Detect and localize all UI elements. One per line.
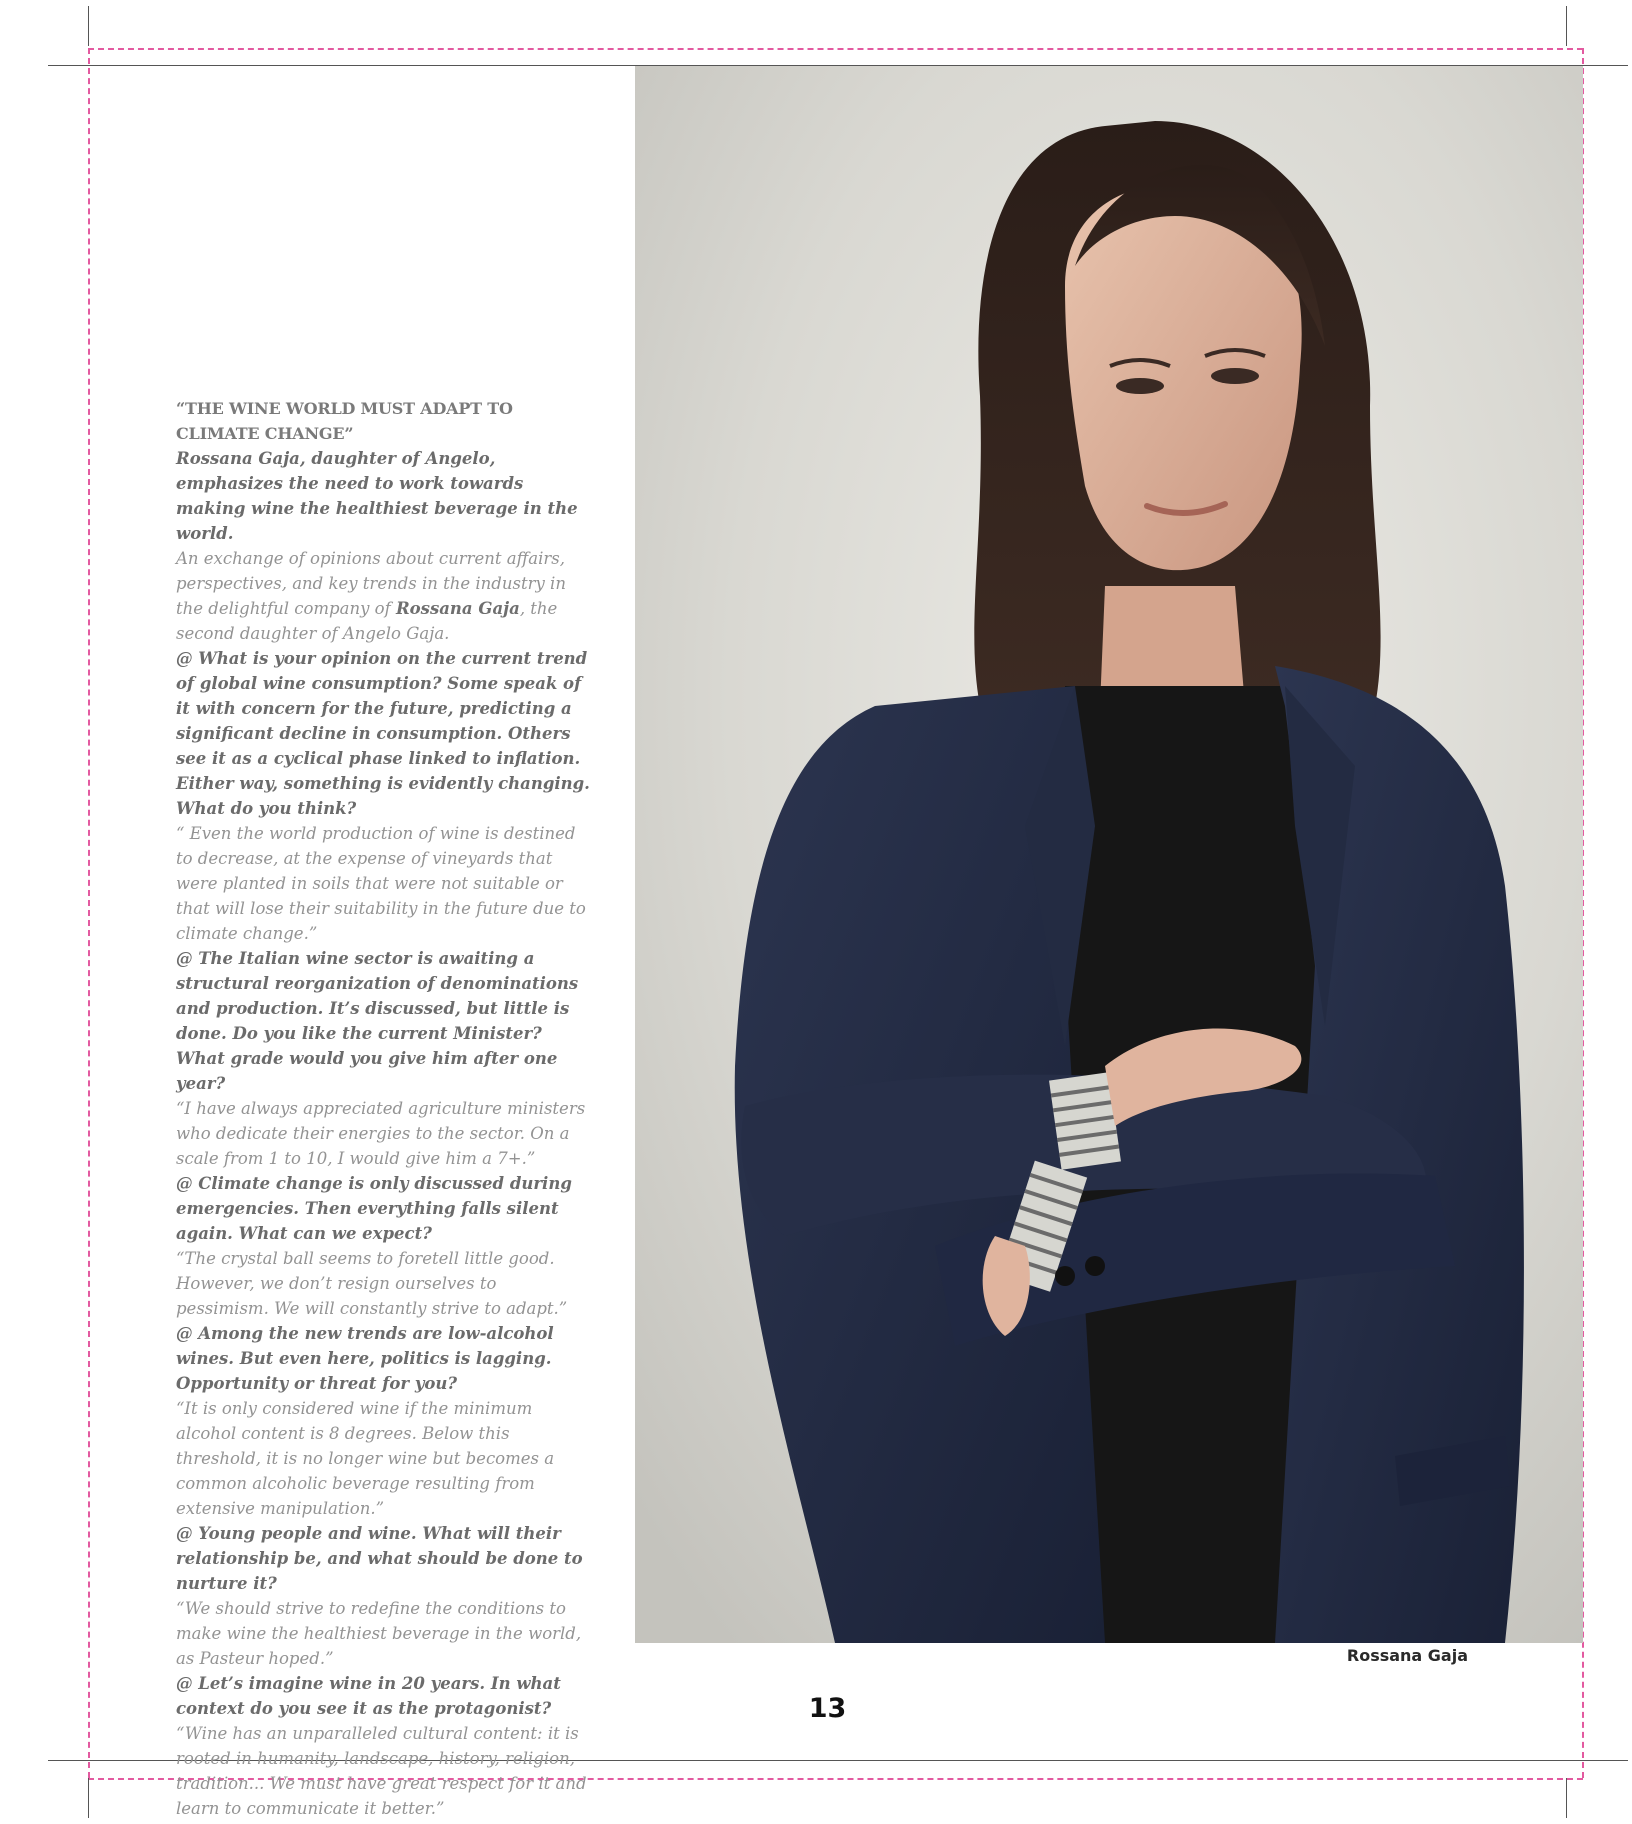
crop-mark-top-right [1566, 6, 1567, 46]
bleed-line-top [88, 48, 1583, 50]
answer-1: “ Even the world production of wine is destined to decrease, at the expense of vineyards that were planted in soils that were not suitable or that will lose their suitability in the future due to climate change.” [176, 824, 586, 943]
answer-3: “The crystal ball seems to foretell little good. However, we don’t resign ourselves to pessimism. We will constantly strive to adapt.” [176, 1249, 568, 1318]
question-1: @ What is your opinion on the current trend of global wine consumption? Some speak of it with concern for the future, predicting a significant decline in consumption. Others see it as a cyclical phase linked to inflation. Either way, something is evidently changing. What do you think? [176, 649, 590, 818]
intro-name: Rossana Gaja [395, 599, 520, 618]
page-number: 13 [808, 1693, 847, 1724]
answer-5: “We should strive to redefine the conditions to make wine the healthiest beverage in the world, as Pasteur hoped.” [176, 1599, 582, 1668]
article-intro [176, 546, 592, 646]
article-lead: Rossana Gaja, daughter of Angelo, emphasizes the need to work towards making wine the healthiest beverage in the world. [176, 449, 578, 543]
crop-mark-bottom-left [88, 1778, 89, 1818]
article-column [176, 396, 592, 1821]
bleed-line-left [88, 48, 90, 1778]
intro-text-end: , the second daughter of Angelo Gaja. [176, 599, 558, 643]
answer-2: “I have always appreciated agriculture ministers who dedicate their energies to the sector. On a scale from 1 to 10, I would give him a 7+.” [176, 1099, 586, 1168]
question-2: @ The Italian wine sector is awaiting a structural reorganization of denominations and production. It’s discussed, but little is done. Do you like the current Minister? What grade would you give him after one year? [176, 949, 579, 1093]
crop-mark-top-left [88, 6, 89, 46]
answer-4: “It is only considered wine if the minimum alcohol content is 8 degrees. Below this threshold, it is no longer wine but becomes a common alcoholic beverage resulting from extensive manipulation.” [176, 1399, 555, 1518]
question-5: @ Young people and wine. What will their relationship be, and what should be done to nurture it? [176, 1524, 583, 1593]
photo-caption: Rossana Gaja [1346, 1646, 1468, 1665]
article-headline: “THE WINE WORLD MUST ADAPT TO CLIMATE CHANGE” [176, 399, 513, 443]
question-6: @ Let’s imagine wine in 20 years. In what context do you see it as the protagonist? [176, 1674, 561, 1718]
answer-6: “Wine has an unparalleled cultural content: it is rooted in humanity, landscape, history, religion, tradition... We must have great respect for it and learn to communicate it better.” [176, 1724, 587, 1818]
question-3: @ Climate change is only discussed during emergencies. Then everything falls silent again. What can we expect? [176, 1174, 572, 1243]
portrait-photo [635, 66, 1583, 1643]
crop-mark-bottom-right [1566, 1778, 1567, 1818]
intro-text-start: An exchange of opinions about current affairs, perspectives, and key trends in the industry in the delightful company of [176, 549, 566, 618]
question-4: @ Among the new trends are low-alcohol wines. But even here, politics is lagging. Opportunity or threat for you? [176, 1324, 554, 1393]
